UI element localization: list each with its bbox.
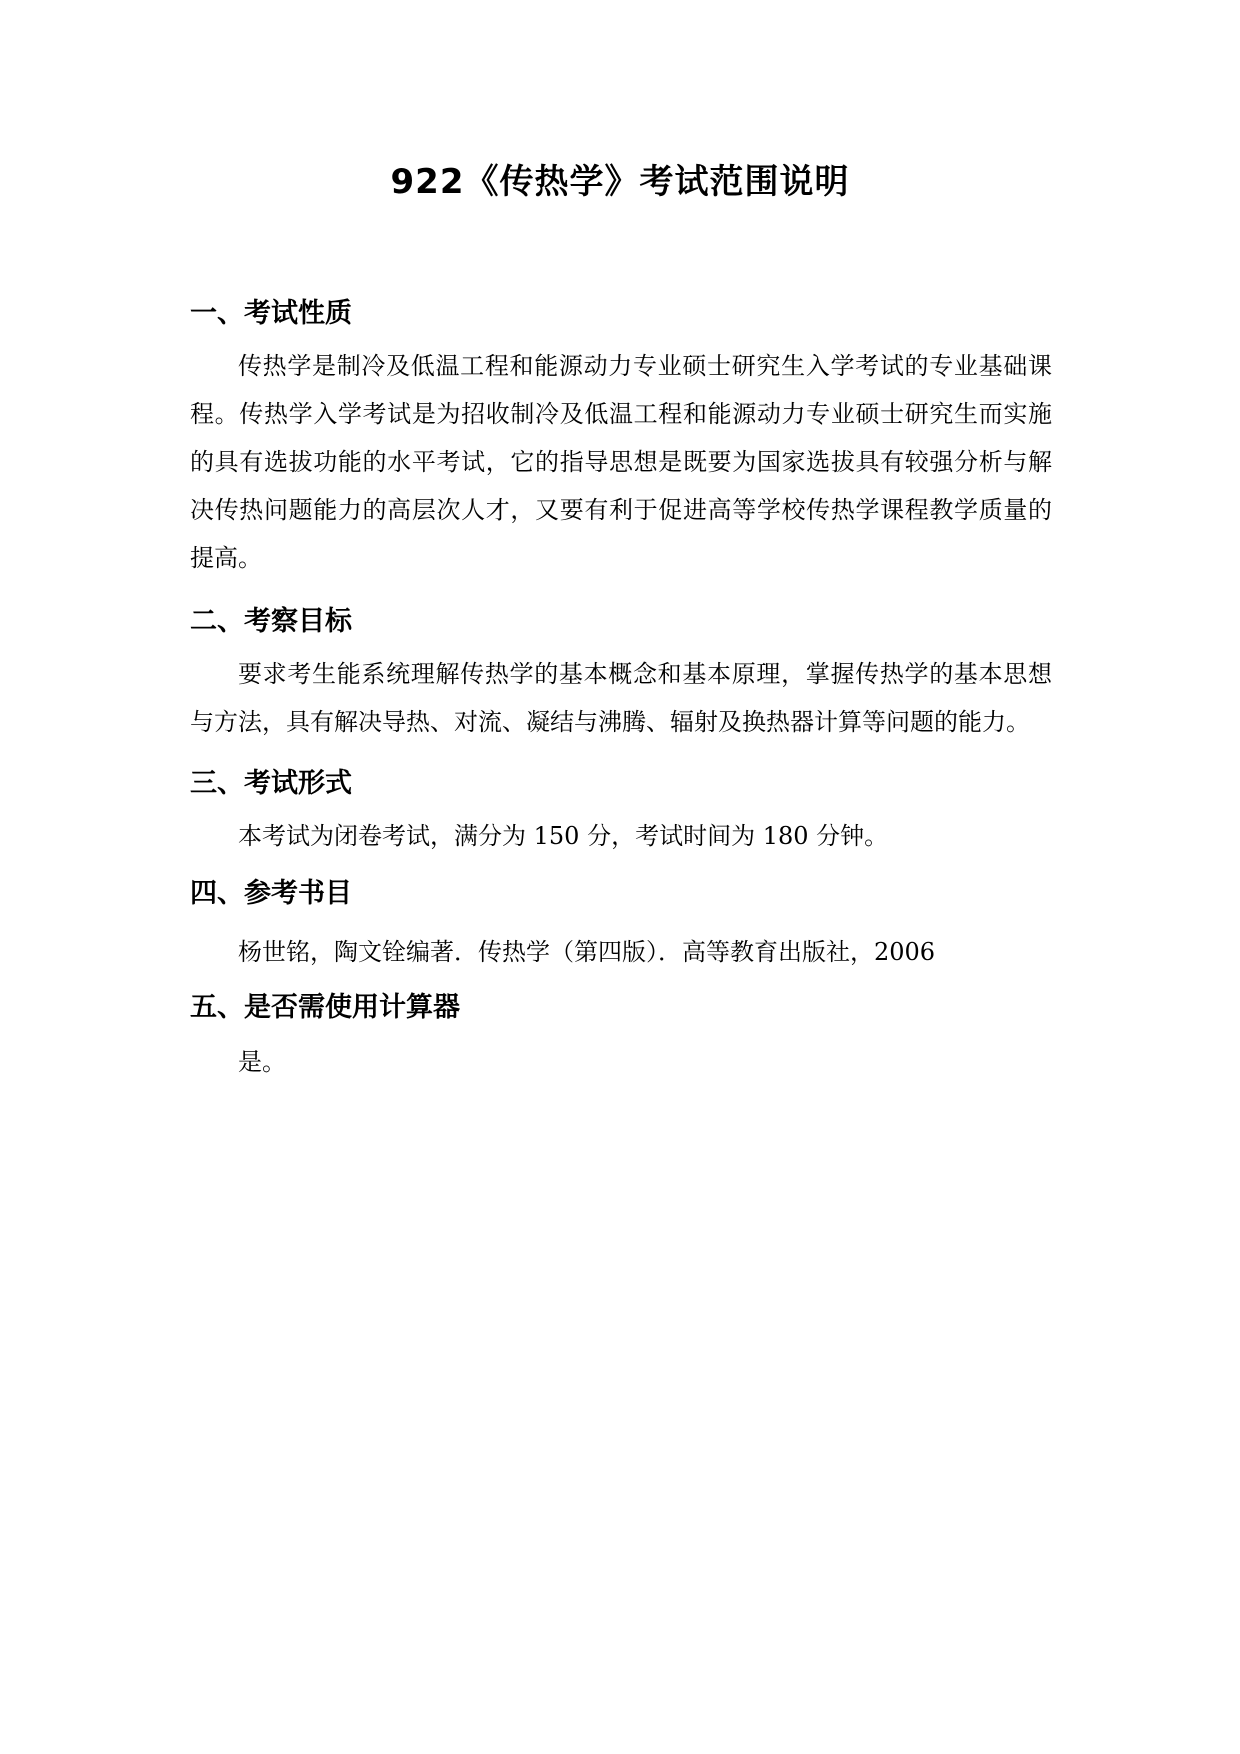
section-heading-references: 四、参考书目 [190, 878, 352, 909]
section-body-references: 杨世铭，陶文铨编著．传热学（第四版）．高等教育出版社，2006 [238, 938, 936, 966]
section-heading-objectives: 二、考察目标 [190, 606, 352, 637]
section-heading-nature: 一、考试性质 [190, 298, 352, 329]
section-heading-calculator: 五、是否需使用计算器 [190, 992, 460, 1023]
section-body-format: 本考试为闭卷考试，满分为 150 分，考试时间为 180 分钟。 [238, 822, 889, 850]
document-title: 922《传热学》考试范围说明 [390, 162, 850, 202]
section-body-calculator: 是。 [238, 1048, 286, 1076]
section-heading-format: 三、考试形式 [190, 768, 352, 799]
section-body-objectives: 要求考生能系统理解传热学的基本概念和基本原理，掌握传热学的基本思想与方法，具有解决导热、对流、凝结与沸腾、辐射及换热器计算等问题的能力。 [190, 660, 1052, 736]
section-body-nature: 传热学是制冷及低温工程和能源动力专业硕士研究生入学考试的专业基础课程。传热学入学考试是为招收制冷及低温工程和能源动力专业硕士研究生而实施的具有选拔功能的水平考试，它的指导思想是既要为国家选拔具有较强分析与解决传热问题能力的高层次人才，又要有利于促进高等学校传热学课程教学质量的提高。 [190, 352, 1052, 572]
